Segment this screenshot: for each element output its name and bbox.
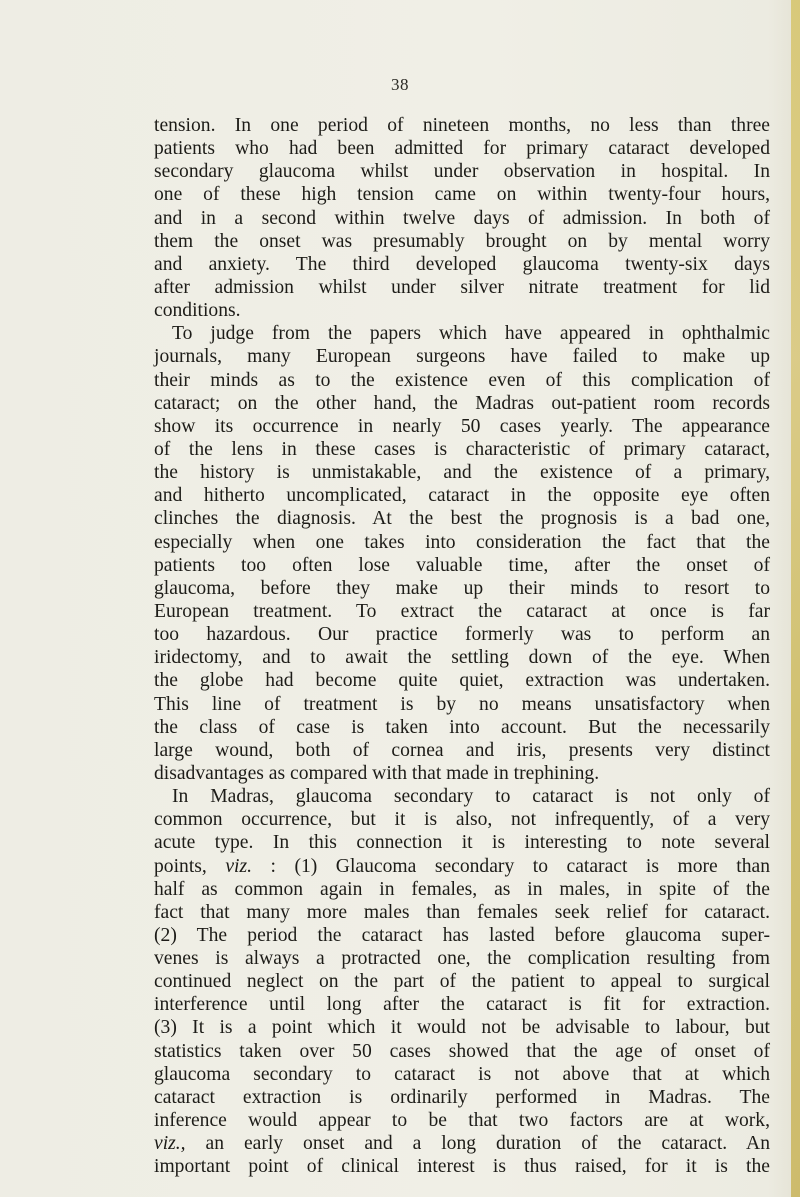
text-line: and in a second within twelve days of admission. In both of [154, 207, 770, 229]
text-line: This line of treatment is by no means unsatisfactory when [154, 693, 770, 715]
text-line: large wound, both of cornea and iris, presents very distinct [154, 739, 770, 761]
text-line: viz., an early onset and a long duration of the cataract. An [154, 1133, 770, 1155]
text-line: points, viz. : (1) Glaucoma secondary to cataract is more than [154, 855, 770, 877]
text-line: interference until long after the cataract is fit for extraction. [154, 994, 770, 1016]
text-line: their minds as to the existence even of this complication of [154, 369, 770, 391]
text-line: and anxiety. The third developed glaucoma twenty-six days [154, 253, 770, 275]
text-line: tension. In one period of nineteen months, no less than three [154, 115, 770, 136]
text-line: common occurrence, but it is also, not infrequently, of a very [154, 809, 770, 831]
text-line: and hitherto uncomplicated, cataract in the opposite eye often [154, 485, 770, 507]
text-line: clinches the diagnosis. At the best the prognosis is a bad one, [154, 508, 770, 530]
text-line: To judge from the papers which have appeared in ophthalmic [172, 323, 770, 345]
text-line: secondary glaucoma whilst under observation in hospital. In [154, 161, 770, 183]
text-line: iridectomy, and to await the settling down of the eye. When [154, 647, 770, 669]
text-line: them the onset was presumably brought on by mental worry [154, 230, 770, 252]
text-line: statistics taken over 50 cases showed that the age of onset of [154, 1040, 770, 1062]
paragraph [154, 785, 770, 1178]
text-line: cataract extraction is ordinarily performed in Madras. The [154, 1086, 770, 1108]
text-line: the globe had become quite quiet, extraction was undertaken. [154, 670, 770, 692]
text-line: fact that many more males than females seek relief for cataract. [154, 901, 770, 923]
text-line: continued neglect on the part of the patient to appeal to surgical [154, 971, 770, 993]
text-line: one of these high tension came on within twenty-four hours, [154, 184, 770, 206]
paragraph [154, 114, 770, 322]
text-line: of the lens in these cases is characteristic of primary cataract, [154, 438, 770, 460]
text-line: glaucoma, before they make up their minds to resort to [154, 577, 770, 599]
text-line: (2) The period the cataract has lasted before glaucoma super- [154, 924, 770, 946]
text-line: inference would appear to be that two factors are at work, [154, 1110, 770, 1132]
text-line: glaucoma secondary to cataract is not above that at which [154, 1063, 770, 1085]
body-text [154, 114, 770, 1178]
text-line: venes is always a protracted one, the complication resulting from [154, 948, 770, 970]
text-line: after admission whilst under silver nitrate treatment for lid [154, 276, 770, 298]
text-line: disadvantages as compared with that made in trephining. [154, 762, 600, 784]
text-line: acute type. In this connection it is interesting to note several [154, 832, 770, 854]
text-line: half as common again in females, as in males, in spite of the [154, 878, 770, 900]
text-line: journals, many European surgeons have failed to make up [154, 346, 770, 368]
text-line: conditions. [154, 300, 241, 322]
text-line: cataract; on the other hand, the Madras out-patient room records [154, 392, 770, 414]
text-line: especially when one takes into consideration the fact that the [154, 531, 770, 553]
text-line: show its occurrence in nearly 50 cases yearly. The appearance [154, 415, 770, 437]
page-edge [791, 0, 800, 1197]
text-line: patients too often lose valuable time, after the onset of [154, 554, 770, 576]
paragraph [154, 322, 770, 785]
text-line: too hazardous. Our practice formerly was to perform an [154, 624, 770, 646]
page-number: 38 [391, 75, 409, 94]
text-line: In Madras, glaucoma secondary to cataract is not only of [172, 786, 770, 808]
text-line: the class of case is taken into account. But the necessarily [154, 716, 770, 738]
text-line: patients who had been admitted for primary cataract developed [154, 138, 770, 160]
text-line: (3) It is a point which it would not be advisable to labour, but [154, 1017, 770, 1039]
text-line: European treatment. To extract the cataract at once is far [154, 600, 770, 622]
text-line: the history is unmistakable, and the existence of a primary, [154, 462, 770, 484]
text-line: important point of clinical interest is thus raised, for it is the [154, 1156, 770, 1178]
